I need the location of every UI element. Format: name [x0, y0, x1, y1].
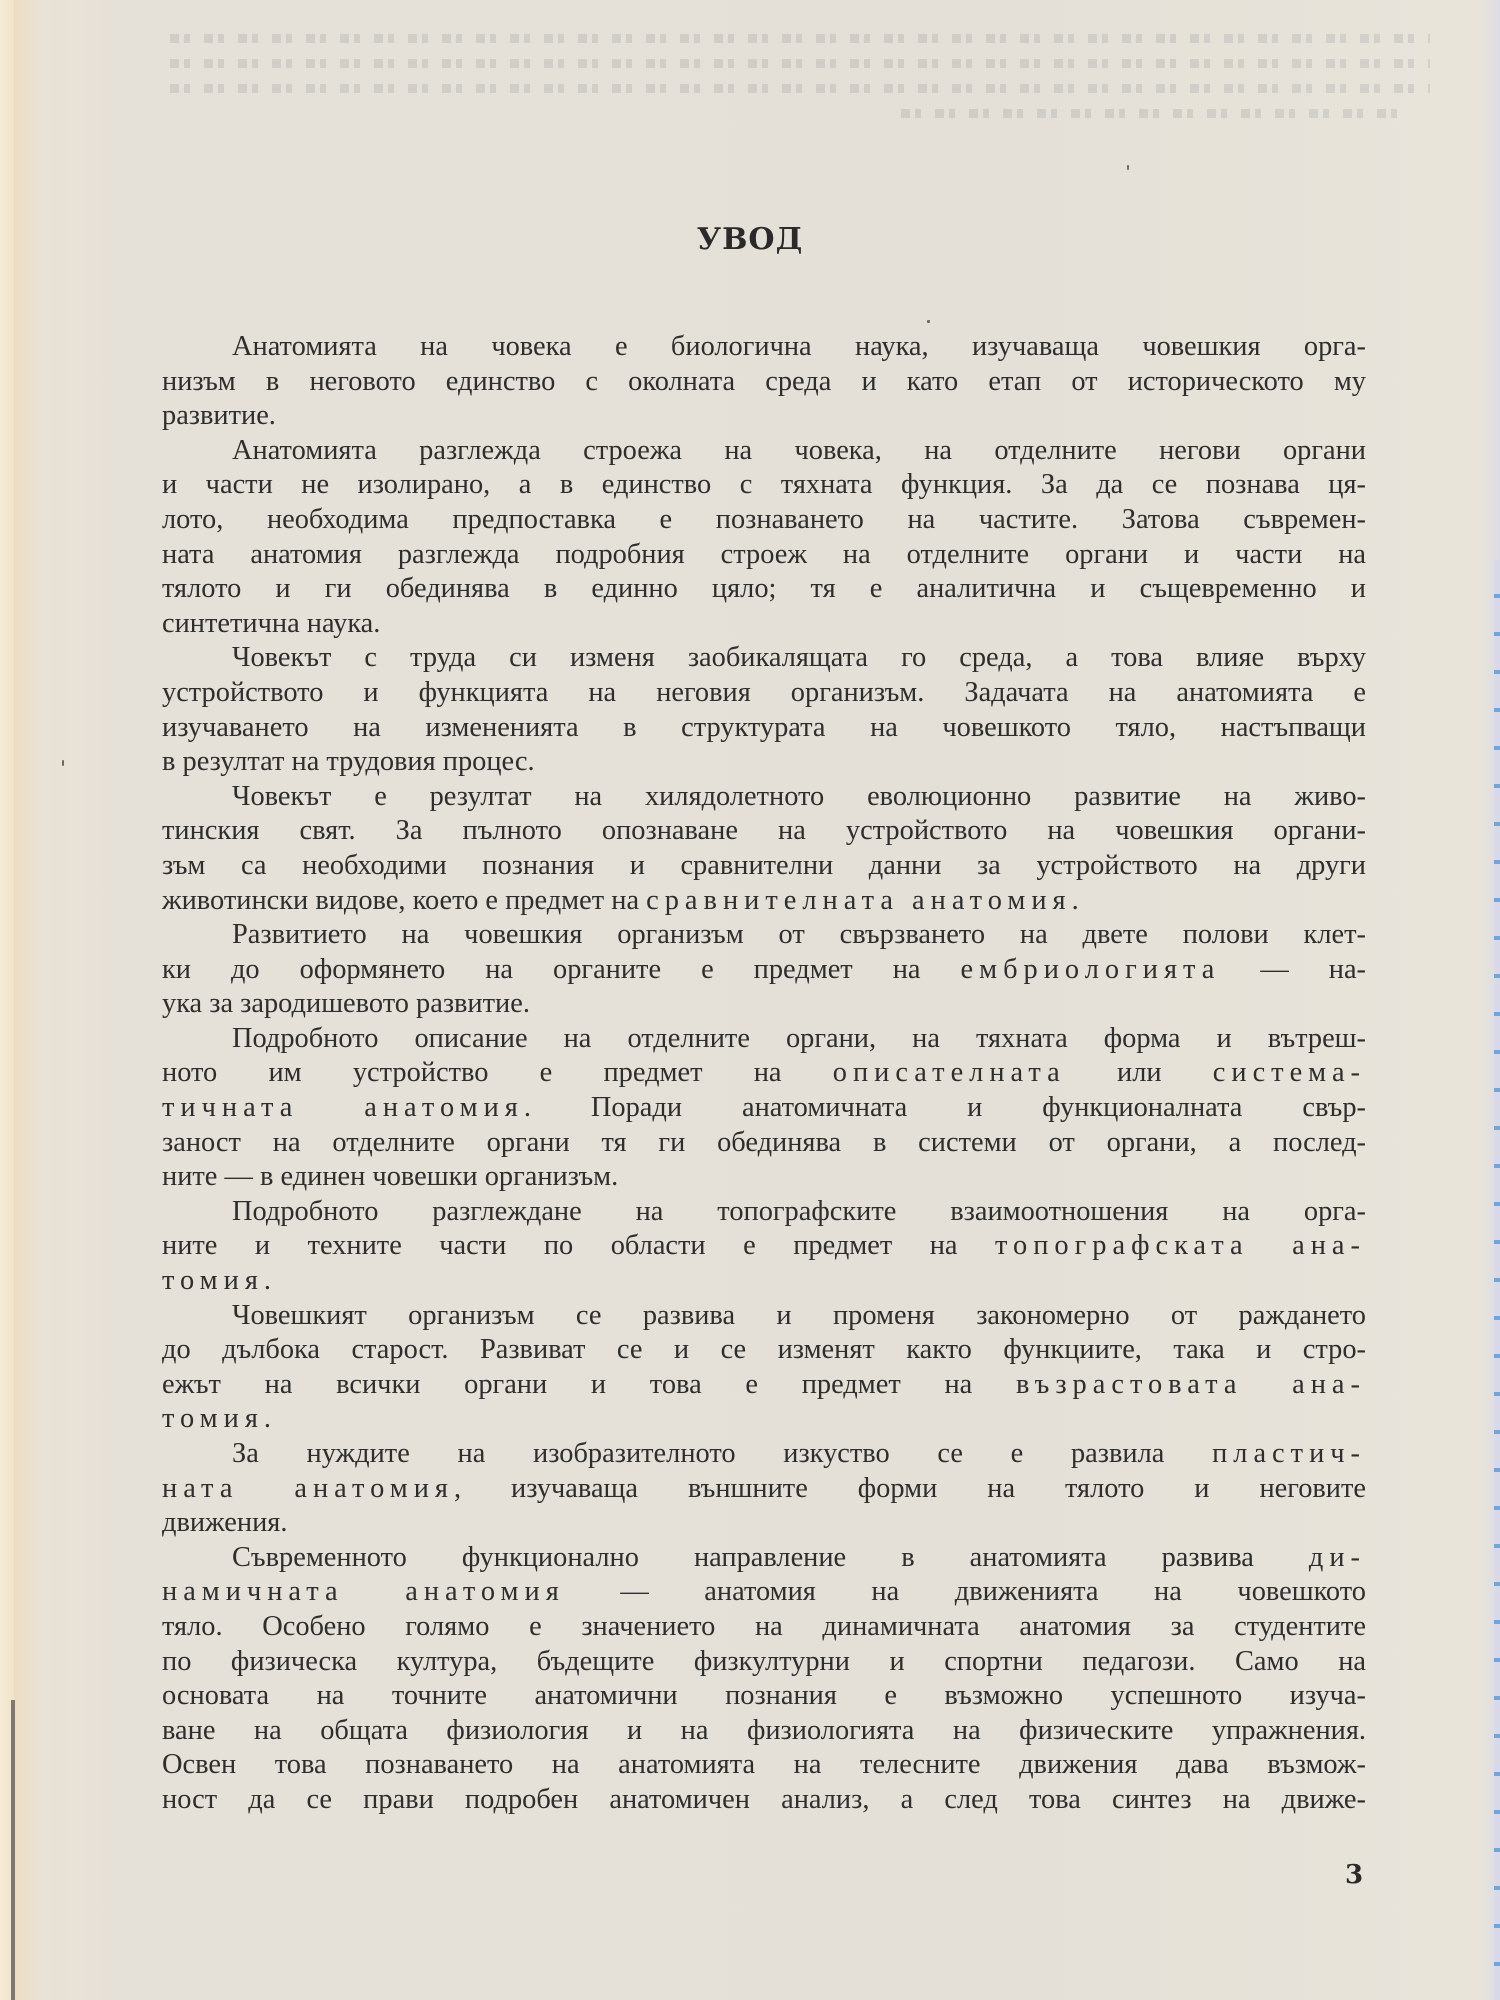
text-line: [162, 1368, 1366, 1403]
text-segment: Съвременното функционално направление в анатомията развива: [232, 1541, 1309, 1573]
text-segment: ука за зародишевото развитие.: [162, 988, 530, 1020]
text-line: [162, 434, 1366, 469]
text-segment: низъм в неговото единство с околната среда и като етап от историческото му: [162, 365, 1366, 397]
text-segment: .: [263, 1265, 272, 1297]
text-segment: Развитието на човешкия организъм от свързването на двете полови клет-: [232, 919, 1366, 951]
paragraph: [162, 434, 1366, 642]
paper-speck: [62, 760, 64, 766]
text-line: [162, 676, 1366, 711]
text-segment: ните — в единен човешки организъм.: [162, 1161, 619, 1193]
text-segment: тяло. Особено голямо е значението на динамичната анатомия за студентите: [162, 1610, 1366, 1642]
body-text: [162, 330, 1366, 1818]
text-line: [162, 1091, 1366, 1126]
text-line: [162, 1714, 1366, 1749]
page-edge-shadow: [11, 1700, 15, 2000]
text-segment: развитие.: [162, 400, 276, 432]
text-segment: Анатомията разглежда строежа на човека, на отделните негови органи: [232, 434, 1366, 466]
text-line: [162, 572, 1366, 607]
text-segment: животински видове, което е предмет на: [162, 884, 647, 916]
paragraph: [162, 330, 1366, 434]
text-line: [162, 538, 1366, 573]
text-line: [162, 711, 1366, 746]
text-segment: — анатомия на движенията на човешкото: [564, 1576, 1366, 1608]
text-line: [162, 1126, 1366, 1161]
text-segment: . Поради анатомичната и функционалната свър-: [523, 1092, 1366, 1124]
text-line: [162, 1229, 1366, 1264]
text-segment: — на-: [1220, 953, 1367, 985]
spaced-term: ната анатомия: [162, 1472, 454, 1504]
text-segment: ност да се прави подробен анатомичен анализ, а след това синтез на движе-: [162, 1783, 1366, 1815]
chapter-title: УВОД: [696, 222, 804, 257]
text-line: [162, 1437, 1366, 1472]
text-segment: Освен това познаването на анатомията на телесните движения дава възмож-: [162, 1749, 1366, 1781]
text-segment: в резултат на трудовия процес.: [162, 746, 535, 778]
text-segment: тинския свят. За пълното опознаване на устройството на човешкия органи-: [162, 815, 1366, 847]
text-segment: ежът на всички органи и това е предмет на: [162, 1368, 1016, 1400]
text-line: [162, 1748, 1366, 1783]
spaced-term: ембриологията: [960, 953, 1221, 985]
show-through-text: [170, 20, 1430, 150]
text-line: [162, 780, 1366, 815]
text-segment: Подробното разглеждане на топографските взаимоотношения на орга-: [232, 1195, 1366, 1227]
text-segment: За нуждите на изобразителното изкуство се е развила: [232, 1438, 1213, 1469]
spaced-term: възрастовата ана-: [1015, 1368, 1366, 1400]
text-segment: Подробното описание на отделните органи, на тяхната форма и вътреш-: [232, 1022, 1366, 1054]
paper-speck: [1127, 165, 1129, 170]
text-line: [162, 1645, 1366, 1680]
text-line: [162, 1160, 1366, 1195]
paragraph: [162, 1022, 1366, 1195]
text-segment: устройството и функцията на неговия организъм. Задачата на анатомията е: [162, 676, 1366, 708]
text-segment: и части не изолирано, а в единство с тяхната функция. За да се познава ця-: [162, 469, 1366, 501]
text-segment: .: [1071, 884, 1079, 916]
text-line: [162, 641, 1366, 676]
text-line: [162, 745, 1366, 780]
text-line: [162, 1575, 1366, 1610]
text-line: [162, 1195, 1366, 1230]
spaced-term: пластич-: [1212, 1438, 1366, 1469]
text-segment: до дълбока старост. Развиват се и се изменят както функциите, така и стро-: [162, 1334, 1366, 1366]
text-segment: движения.: [162, 1507, 288, 1539]
text-segment: лото, необходима предпоставка е познаването на частите. Затова съвремен-: [162, 503, 1366, 535]
spaced-term: топографската ана-: [995, 1230, 1366, 1262]
text-segment: Човекът е резултат на хилядолетното еволюционно развитие на живо-: [232, 780, 1366, 812]
spaced-term: ди-: [1308, 1541, 1366, 1573]
page-right-edge: [1494, 560, 1500, 2000]
paper-speck: [927, 320, 930, 323]
paragraph: [162, 780, 1366, 918]
text-segment: или: [1065, 1057, 1213, 1089]
text-line: [162, 1264, 1366, 1299]
text-line: [162, 1783, 1366, 1818]
text-line: [162, 1402, 1366, 1437]
text-line: [162, 849, 1366, 884]
text-line: [162, 503, 1366, 538]
text-line: [162, 1056, 1366, 1091]
text-line: [162, 1541, 1366, 1576]
spaced-term: томия: [162, 1265, 264, 1297]
text-segment: ки до оформянето на органите е предмет на: [162, 953, 961, 985]
text-segment: основата на точните анатомични познания е възможно успешното изуча-: [162, 1680, 1366, 1712]
text-line: [162, 365, 1366, 400]
text-segment: Анатомията на човека е биологична наука, изучаваща човешкия орга-: [232, 331, 1366, 362]
spaced-term: намичната анатомия: [162, 1576, 565, 1608]
text-segment: , изучаваща външните форми на тялото и неговите: [453, 1472, 1367, 1504]
text-line: [162, 884, 1366, 919]
spaced-term: тичната анатомия: [162, 1092, 524, 1124]
text-segment: ните и техните части по области е предмет на: [162, 1230, 996, 1262]
text-line: [162, 1472, 1366, 1507]
text-line: [162, 1506, 1366, 1541]
text-line: [162, 918, 1366, 953]
text-line: [162, 814, 1366, 849]
text-segment: Човекът с труда си изменя заобикалящата го среда, а това влияе върху: [232, 642, 1366, 674]
paragraph: [162, 1437, 1366, 1541]
text-line: [162, 1679, 1366, 1714]
text-line: [162, 607, 1366, 642]
text-line: [162, 1610, 1366, 1645]
text-segment: по физическа култура, бъдещите физкултурни и спортни педагози. Само на: [162, 1645, 1366, 1677]
text-segment: ното им устройство е предмет на: [162, 1057, 833, 1089]
text-segment: зъм са необходими познания и сравнителни данни за устройството на други: [162, 849, 1366, 881]
text-line: [162, 1022, 1366, 1057]
paragraph: [162, 918, 1366, 1022]
paragraph: [162, 1195, 1366, 1299]
text-segment: заност на отделните органи тя ги обединява в системи от органи, а послед-: [162, 1126, 1366, 1158]
text-segment: тялото и ги обединява в единно цяло; тя е аналитична и същевременно и: [162, 573, 1366, 605]
paragraph: [162, 1541, 1366, 1818]
text-line: [162, 1333, 1366, 1368]
text-line: [162, 1299, 1366, 1334]
text-segment: синтетична наука.: [162, 607, 381, 639]
paragraph: [162, 1299, 1366, 1437]
text-segment: Човешкият организъм се развива и променя закономерно от раждането: [232, 1299, 1366, 1331]
text-line: [162, 399, 1366, 434]
spaced-term: сравнителната анатомия: [646, 884, 1072, 916]
text-segment: ната анатомия разглежда подробния строеж на отделните органи и части на: [162, 538, 1366, 570]
text-line: [162, 987, 1366, 1022]
spaced-term: описателната: [832, 1057, 1066, 1089]
text-line: [162, 953, 1366, 988]
text-line: [162, 330, 1366, 365]
text-segment: .: [263, 1403, 272, 1435]
spaced-term: томия: [162, 1403, 264, 1435]
text-segment: изучаването на измененията в структурата на човешкото тяло, настъпващи: [162, 711, 1366, 743]
page-number: 3: [1345, 1860, 1364, 1890]
paragraph: [162, 641, 1366, 779]
spaced-term: система-: [1212, 1057, 1367, 1089]
text-line: [162, 468, 1366, 503]
text-segment: ване на общата физиология и на физиологията на физическите упражнения.: [162, 1714, 1366, 1746]
